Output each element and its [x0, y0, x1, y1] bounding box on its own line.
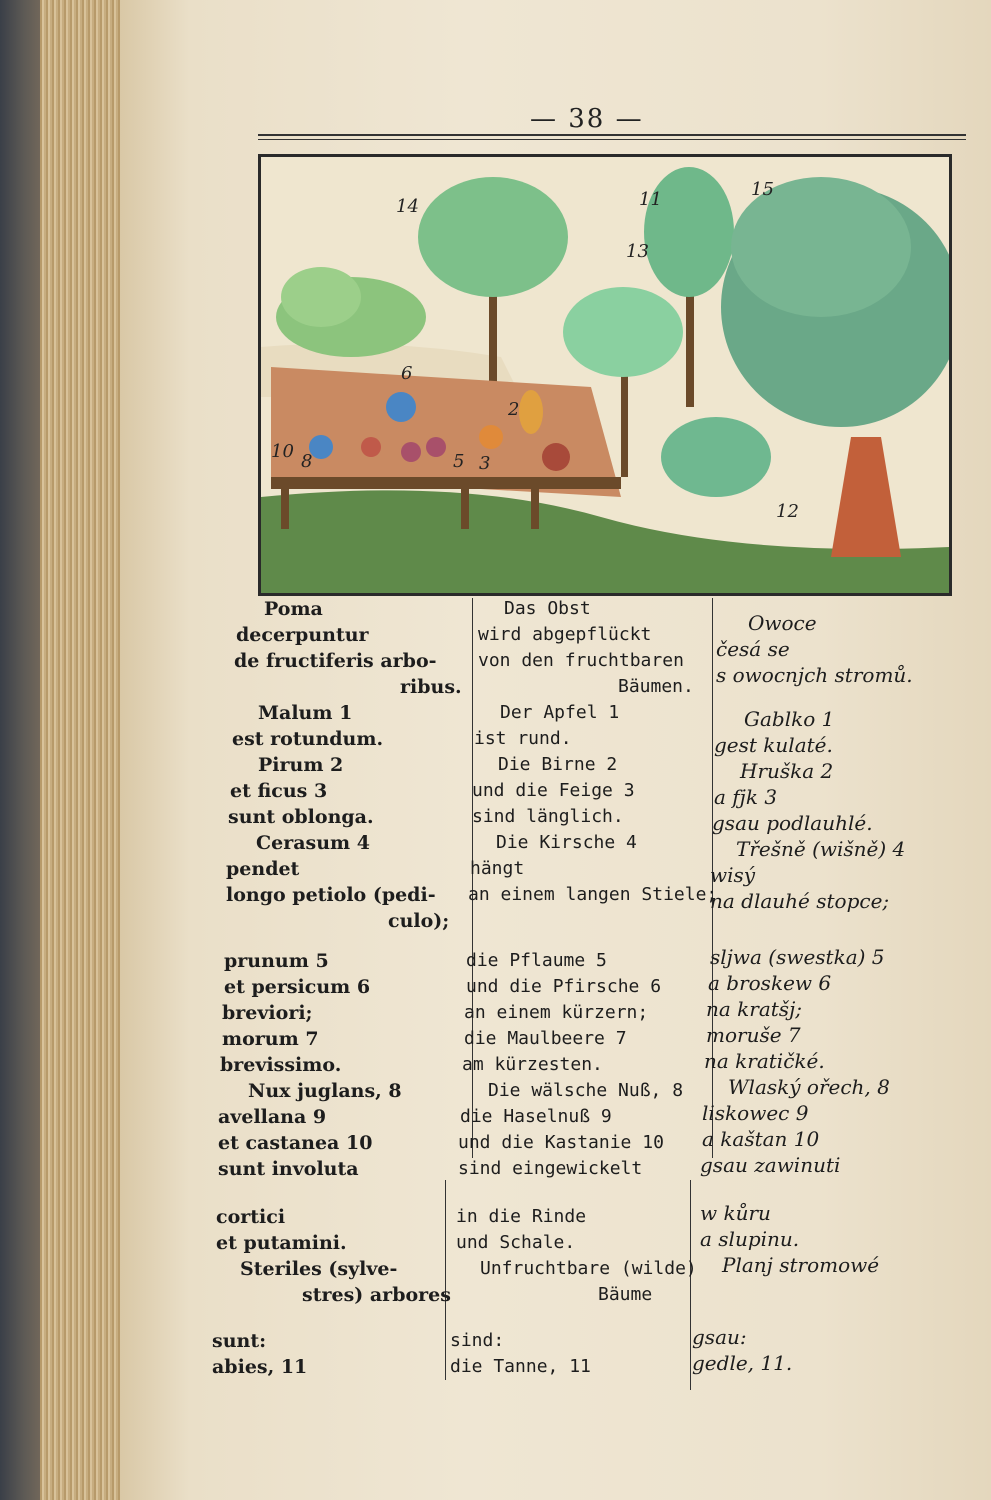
illustration-label: 3	[479, 453, 491, 474]
illustration-label: 8	[301, 451, 313, 472]
illustration-label: 15	[751, 179, 774, 200]
czech-line: Owoce	[748, 611, 817, 635]
german-line: Unfruchtbare (wilde)	[480, 1258, 697, 1279]
german-line: sind länglich.	[472, 806, 624, 827]
latin-line: et persicum 6	[224, 976, 371, 998]
german-line: hängt	[470, 858, 525, 879]
czech-line: na dlauhé stopce;	[710, 889, 890, 913]
german-line: Die Kirsche 4	[496, 832, 637, 853]
czech-line: gsau podlauhlé.	[712, 811, 873, 835]
german-line: Bäume	[598, 1284, 653, 1305]
czech-line: a fjk 3	[714, 785, 778, 809]
german-column	[448, 596, 718, 1380]
german-line: Die Birne 2	[498, 754, 618, 775]
german-line: an einem langen Stiele;	[468, 884, 718, 905]
illustration-label: 13	[626, 241, 649, 262]
latin-line: et putamini.	[216, 1232, 347, 1254]
woodcut-illustration	[258, 154, 952, 596]
latin-line: sunt oblonga.	[228, 806, 374, 828]
german-line: Der Apfel 1	[500, 702, 620, 723]
czech-line: gsau zawinuti	[700, 1153, 841, 1177]
czech-line: Třešně (wišně) 4	[736, 837, 906, 861]
latin-line: brevissimo.	[220, 1054, 342, 1076]
czech-line: na kratičké.	[704, 1049, 825, 1073]
orchard-scene	[261, 157, 949, 593]
german-line: und Schale.	[456, 1232, 576, 1253]
czech-line: Planj stromowé	[722, 1253, 880, 1277]
german-line: sind eingewickelt	[458, 1158, 643, 1179]
latin-line: avellana 9	[218, 1106, 327, 1128]
latin-line: cortici	[216, 1206, 286, 1228]
czech-line: česá se	[716, 637, 790, 661]
czech-line: w kůru	[700, 1201, 771, 1225]
latin-line: sunt involuta	[218, 1158, 359, 1180]
czech-line: Hruška 2	[740, 759, 834, 783]
latin-line: pendet	[226, 858, 300, 880]
illustration-label: 2	[508, 399, 520, 420]
german-line: und die Pfirsche 6	[466, 976, 662, 997]
illustration-label: 5	[453, 451, 465, 472]
latin-line: Malum 1	[258, 702, 353, 724]
latin-line: ribus.	[400, 676, 462, 698]
latin-line: morum 7	[222, 1028, 319, 1050]
czech-line: gsau:	[692, 1325, 747, 1349]
czech-line: liskowec 9	[702, 1101, 809, 1125]
german-line: die Haselnuß 9	[460, 1106, 612, 1127]
latin-line: et castanea 10	[218, 1132, 373, 1154]
latin-line: prunum 5	[224, 950, 329, 972]
czech-line: moruše 7	[706, 1023, 801, 1047]
german-line: Bäumen.	[618, 676, 694, 697]
czech-line: na kratšj;	[706, 997, 803, 1021]
german-line: ist rund.	[474, 728, 572, 749]
illustration-label: 10	[271, 441, 294, 462]
latin-line: est rotundum.	[232, 728, 384, 750]
german-line: die Tanne, 11	[450, 1356, 591, 1377]
latin-line: et ficus 3	[230, 780, 328, 802]
german-line: von den fruchtbaren	[478, 650, 684, 671]
czech-line: a broskew 6	[708, 971, 832, 995]
czech-line: a kaštan 10	[702, 1127, 820, 1151]
latin-line: culo);	[388, 910, 450, 932]
latin-line: Poma	[264, 598, 323, 620]
german-line: und die Feige 3	[472, 780, 635, 801]
page-number: — 38 —	[530, 104, 644, 134]
latin-line: decerpuntur	[236, 624, 369, 646]
latin-line: breviori;	[222, 1002, 313, 1024]
latin-line: Pirum 2	[258, 754, 344, 776]
illustration-label: 6	[401, 363, 413, 384]
latin-line: longo petiolo (pedi-	[226, 884, 436, 906]
german-line: die Maulbeere 7	[464, 1028, 627, 1049]
czech-line: gest kulaté.	[714, 733, 833, 757]
latin-line: Nux juglans, 8	[248, 1080, 402, 1102]
czech-line: wisý	[710, 863, 756, 887]
illustration-label: 11	[639, 189, 662, 210]
latin-column	[212, 596, 464, 1380]
german-line: Die wälsche Nuß, 8	[488, 1080, 684, 1101]
german-line: an einem kürzern;	[464, 1002, 649, 1023]
german-line: und die Kastanie 10	[458, 1132, 664, 1153]
latin-line: abies, 11	[212, 1356, 308, 1378]
latin-line: stres) arbores	[302, 1284, 451, 1306]
german-line: Das Obst	[504, 598, 591, 619]
illustration-label: 14	[396, 196, 419, 217]
german-line: sind:	[450, 1330, 505, 1351]
header-rule	[258, 134, 966, 140]
latin-line: de fructiferis arbo-	[234, 650, 437, 672]
czech-column	[692, 596, 960, 1376]
german-line: wird abgepflückt	[478, 624, 652, 645]
german-line: in die Rinde	[456, 1206, 587, 1227]
czech-line: sljwa (swestka) 5	[710, 945, 885, 969]
czech-line: Gablko 1	[744, 707, 835, 731]
czech-line: gedle, 11.	[692, 1351, 793, 1375]
latin-line: Cerasum 4	[256, 832, 370, 854]
illustration-label: 12	[776, 501, 799, 522]
latin-line: Steriles (sylve-	[240, 1258, 398, 1280]
german-line: die Pflaume 5	[466, 950, 607, 971]
latin-line: sunt:	[212, 1330, 267, 1352]
czech-line: Wlaský ořech, 8	[728, 1075, 890, 1099]
czech-line: s owocnjch stromů.	[716, 663, 913, 687]
czech-line: a slupinu.	[700, 1227, 800, 1251]
german-line: am kürzesten.	[462, 1054, 603, 1075]
